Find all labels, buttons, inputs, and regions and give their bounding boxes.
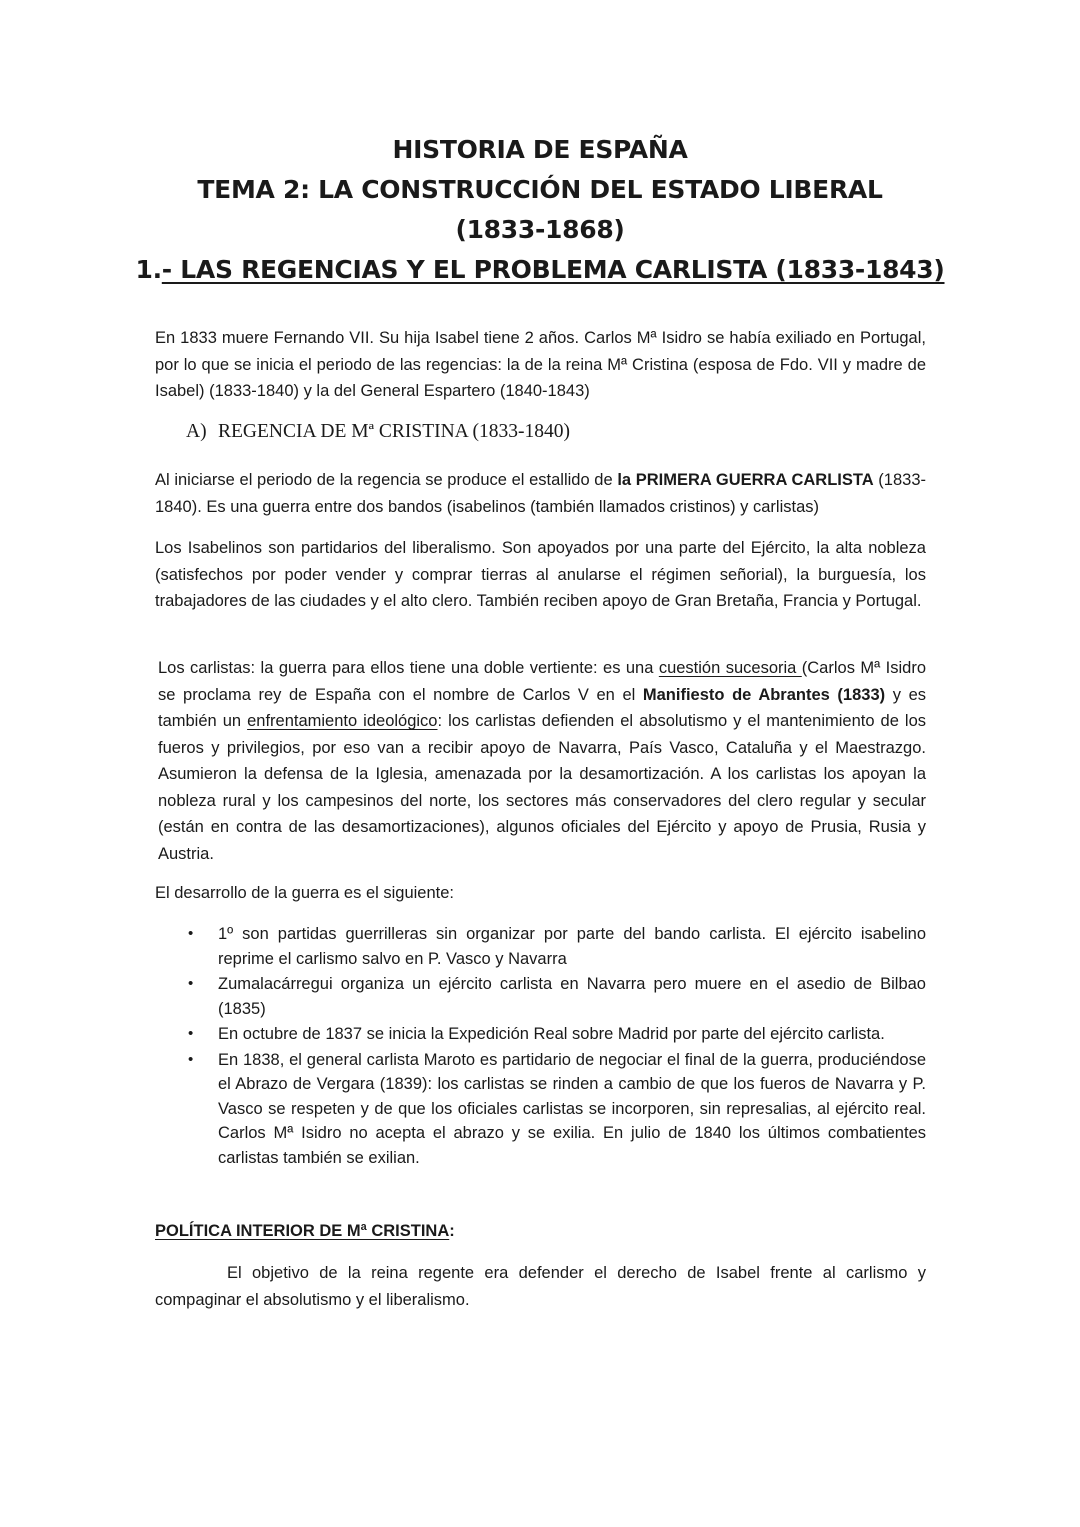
subject-title: HISTORIA DE ESPAÑA [392, 135, 688, 164]
underlined-term: enfrentamiento ideológico [247, 712, 438, 730]
text-fragment: : los carlistas defienden el absolutismo y el mantenimiento de los fueros y privilegios, por eso van a recibir apoyo de Navarra, País Vasco, Cataluña y el Maestrazgo. Asumieron la defensa de la Iglesia, amenazada por la desamortización. A los carlistas los apoyan la nobleza rural y los campesinos del norte, los sectores más conservadores del clero regular y secular (están en contra de las desamortizaciones), algunos oficiales del Ejército y apoyo de Prusia, Rusia y Austria. [158, 712, 926, 863]
list-item [155, 972, 926, 1021]
paragraph-carlistas [158, 655, 926, 867]
desarrollo-intro: El desarrollo de la guerra es el siguiente: [155, 884, 455, 902]
unit-dates: (1833-1868) [455, 215, 625, 244]
list-item-text: 1º son partidas guerrilleras sin organizar por parte del bando carlista. El ejército isabelino reprime el carlismo salvo en P. Vasco y Navarra [218, 925, 926, 968]
subsection-title: REGENCIA DE Mª CRISTINA (1833-1840) [218, 421, 571, 442]
unit-title: TEMA 2: LA CONSTRUCCIÓN DEL ESTADO LIBERAL [197, 175, 883, 204]
text-fragment: Los carlistas: la guerra para ellos tiene una doble vertiente: es una [158, 659, 659, 677]
paragraph-primera-guerra [155, 467, 926, 520]
bold-term: Manifiesto de Abrantes (1833) [642, 685, 886, 704]
list-item [155, 922, 926, 971]
bullet-icon: • [188, 925, 194, 942]
section-title [100, 250, 980, 290]
paragraph-isabelinos: Los Isabelinos son partidarios del liberalismo. Son apoyados por una parte del Ejército, la alta nobleza (satisfechos por poder vender y comprar tierras al anularse el régimen señorial), la burguesía, los trabajadores de las ciudades y el alto clero. También reciben apoyo de Gran Bretaña, Francia y Portugal. [155, 539, 926, 610]
bullet-icon: • [188, 975, 194, 992]
subsection-letter: A) [186, 421, 207, 442]
text-fragment: y es también un [158, 685, 926, 730]
politica-heading [155, 1218, 455, 1244]
politica-heading-text: POLÍTICA INTERIOR DE Mª CRISTINA [155, 1222, 450, 1240]
bold-term: la PRIMERA GUERRA CARLISTA [617, 471, 874, 489]
politica-paragraph: El objetivo de la reina regente era defender el derecho de Isabel frente al carlismo y compaginar el absolutismo y el liberalismo. [155, 1264, 926, 1309]
subsection-heading [186, 418, 570, 446]
text-fragment: (Carlos Mª Isidro se proclama rey de España con el nombre de Carlos V en el [158, 659, 926, 704]
list-item-text: En 1838, el general carlista Maroto es partidario de negociar el final de la guerra, produciéndose el Abrazo de Vergara (1839): los carlistas se rinden a cambio de que los fueros de Navarra y P. Vasco se respeten y de que los oficiales carlistas se incorporen, sin represalias, al ejército real. Carlos Mª Isidro no acepta el abrazo y se exilia. En julio de 1840 los últimos combatientes carlistas también se exilian. [218, 1050, 926, 1167]
underlined-term: cuestión sucesoria [658, 659, 802, 677]
bullet-icon: • [188, 1050, 194, 1068]
list-item [155, 1048, 926, 1171]
section-number: 1. [135, 255, 162, 284]
list-item [155, 1022, 926, 1047]
list-item-text: En octubre de 1837 se inicia la Expedición Real sobre Madrid por parte del ejército carlista. [218, 1025, 885, 1043]
politica-heading-colon: : [449, 1222, 455, 1240]
list-item-text: Zumalacárregui organiza un ejército carlista en Navarra pero muere en el asedio de Bilbao (1835) [218, 975, 926, 1018]
text-fragment: (1833-1840). Es una guerra entre dos bandos (isabelinos (también llamados cristinos) y carlistas) [155, 471, 926, 516]
section-title-text: - LAS REGENCIAS Y EL PROBLEMA CARLISTA (1833-1843) [161, 255, 945, 284]
intro-paragraph: En 1833 muere Fernando VII. Su hija Isabel tiene 2 años. Carlos Mª Isidro se había exiliado en Portugal, por lo que se inicia el periodo de las regencias: la de la reina Mª Cristina (esposa de Fdo. VII y madre de Isabel) (1833-1840) y la del General Espartero (1840-1843) [155, 329, 926, 400]
title-block [100, 130, 980, 290]
war-development-list [155, 922, 926, 1171]
bullet-icon: • [188, 1025, 194, 1042]
text-fragment: Al iniciarse el periodo de la regencia se produce el estallido de [155, 471, 618, 489]
